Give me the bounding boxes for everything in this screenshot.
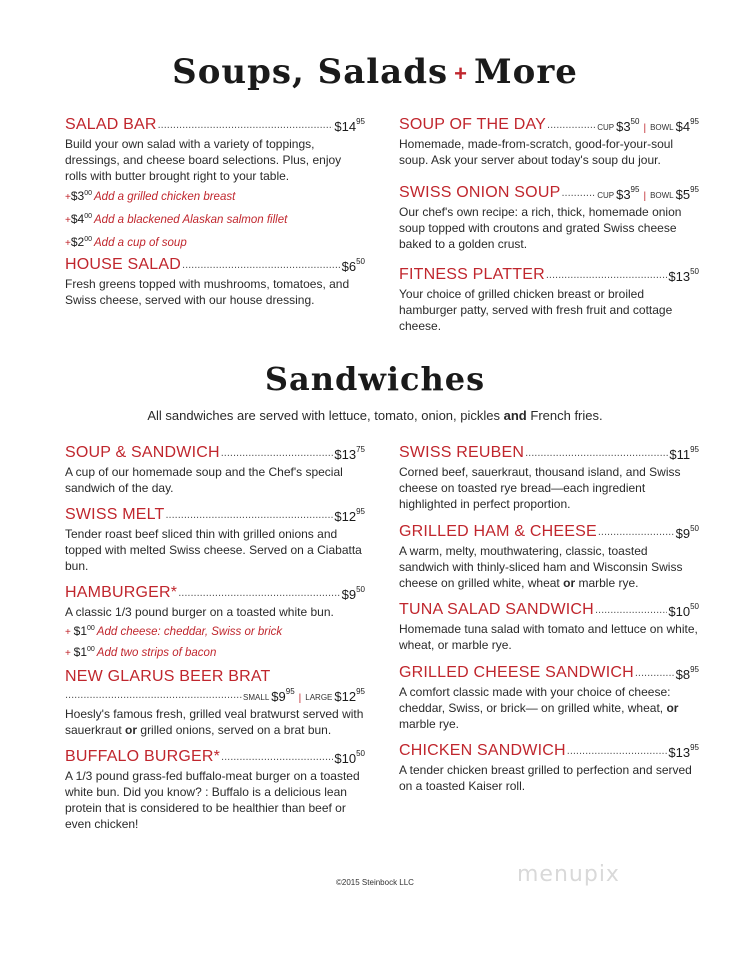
sandwiches-intro: All sandwiches are served with lettuce, tomato, onion, pickles and French fries.: [147, 408, 603, 423]
leader-dots: [166, 510, 334, 521]
leader-dots: [547, 120, 596, 131]
section-title-amp: +: [454, 61, 468, 86]
leader-dots: [598, 527, 675, 538]
leader-dots: [158, 120, 334, 131]
menu-item-chicken-sandwich: [399, 740, 699, 794]
copyright-footer: ©2015 Steinbock LLC: [336, 878, 414, 887]
addon-option: $+\$2^{00}$ Add a cup of soup: [65, 235, 187, 249]
leader-dots: [595, 605, 667, 616]
item-price: $ 14 95: [334, 117, 365, 134]
cup-price: $ 3 50: [616, 117, 640, 134]
menu-item-grilled-cheese: [399, 662, 699, 732]
sandwiches-left-column: [65, 442, 365, 842]
menu-item-hamburger: [65, 582, 365, 662]
leader-dots: [178, 588, 340, 599]
item-name: BUFFALO BURGER*: [65, 748, 221, 765]
item-description: A cup of our homemade soup and the Chef's special sandwich of the day.: [65, 465, 343, 495]
item-description: Fresh greens topped with mushrooms, tomatoes, and Swiss cheese, served with our house dressing.: [65, 277, 350, 307]
item-price: $ 13 75: [334, 445, 365, 462]
item-name: FITNESS PLATTER: [399, 266, 545, 283]
large-price: $ 12 95: [334, 687, 365, 704]
item-description: Homemade tuna salad with tomato and lettuce on white, wheat, or marble rye.: [399, 622, 698, 652]
addon-option: + $\$1^{00}$ Add two strips of bacon: [65, 645, 217, 659]
item-name: NEW GLARUS BEER BRAT: [65, 668, 271, 685]
bowl-price: $ 5 95: [675, 185, 699, 202]
item-description: Build your own salad with a variety of toppings, dressings, and cheese board selections. Plus, enjoy rolls with butter brought right to your table.: [65, 137, 342, 183]
menupix-watermark: menupix: [517, 862, 620, 887]
menu-item-grilled-ham: [399, 521, 699, 591]
leader-dots: [525, 448, 668, 459]
item-name: GRILLED HAM & CHEESE: [399, 523, 597, 540]
item-description: A warm, melty, mouthwatering, classic, toasted sandwich with thinly-sliced ham and Wisconsin Swiss cheese on grilled white, wheat or marble rye.: [399, 544, 683, 590]
addon-option: $+\$4^{00}$ Add a blackened Alaskan salmon fillet: [65, 212, 288, 226]
section-title-part1: Soups, Salads: [172, 52, 449, 92]
section-title-sandwiches: Sandwiches: [264, 360, 486, 398]
item-name: SWISS REUBEN: [399, 444, 525, 461]
item-price: $ 13 50: [668, 267, 699, 284]
cup-price: $ 3 95: [616, 185, 640, 202]
menu-item-soup-sandwich: [65, 442, 365, 496]
item-price: $ 9 50: [341, 585, 365, 602]
item-description: A comfort classic made with your choice of cheese: cheddar, Swiss, or brick— on grilled white, wheat, or marble rye.: [399, 685, 679, 731]
item-name: SOUP OF THE DAY: [399, 116, 547, 133]
menu-item-house-salad: [65, 254, 365, 308]
item-description: A 1/3 pound grass-fed buffalo-meat burger on a toasted white bun. Did you know? : Buffalo is a delicious lean protein that is considered to be healthier than beef or even chicken!: [65, 769, 360, 831]
leader-dots: [546, 270, 668, 281]
item-description: Tender roast beef sliced thin with grilled onions and topped with melted Swiss cheese. Served on a Ciabatta bun.: [65, 527, 362, 573]
leader-dots: [182, 260, 341, 271]
leader-dots: [221, 752, 333, 763]
item-name: SWISS MELT: [65, 506, 165, 523]
item-price: $ 10 50: [334, 749, 365, 766]
leader-dots: [65, 690, 242, 701]
item-description: Homemade, made-from-scratch, good-for-your-soul soup. Ask your server about today's soup du jour.: [399, 137, 674, 167]
soups-left-column: [65, 114, 365, 314]
item-name: SALAD BAR: [65, 116, 157, 133]
menu-item-beer-brat: NEW GLARUS BEER BRAT ..... SMALL $ 9 95 | LARGE $ 12 95 Hoesly's famous fresh, grilled veal bratwurst served with sauerkraut or grilled onions, served on a brat bun.: [65, 666, 365, 738]
item-name: TUNA SALAD SANDWICH: [399, 601, 594, 618]
sandwiches-right-column: [399, 442, 699, 802]
leader-dots: [561, 188, 596, 199]
item-price: $ 6 50: [341, 257, 365, 274]
menu-item-swiss-onion-soup: SWISS ONION SOUP ..... CUP $ 3 95 | BOWL $ 5 95 Our chef's own recipe: a rich, thick, homemade onion soup topped with croutons and grated Swiss cheese baked to a golden crust.: [399, 182, 699, 252]
item-description: Corned beef, sauerkraut, thousand island, and Swiss cheese on toasted rye bread—each ingredient highlighted in perfect proportion.: [399, 465, 681, 511]
menu-item-swiss-melt: [65, 504, 365, 574]
item-price: $ 13 95: [668, 743, 699, 760]
leader-dots: [635, 668, 675, 679]
menu-item-fitness-platter: [399, 264, 699, 334]
small-price: $ 9 95: [271, 687, 295, 704]
item-description: Hoesly's famous fresh, grilled veal bratwurst served with sauerkraut or grilled onions, served on a brat bun.: [65, 707, 364, 737]
item-name: CHICKEN SANDWICH: [399, 742, 566, 759]
item-name: HOUSE SALAD: [65, 256, 182, 273]
item-price: $ 10 50: [668, 602, 699, 619]
section-title-soups: [0, 52, 750, 92]
item-name: GRILLED CHEESE SANDWICH: [399, 664, 634, 681]
section-title-part2: More: [474, 52, 578, 92]
item-description: A tender chicken breast grilled to perfection and served on a toasted Kaiser roll.: [399, 763, 692, 793]
menu-item-salad-bar: [65, 114, 365, 253]
menu-item-soup-of-the-day: SOUP OF THE DAY ..... CUP $ 3 50 | BOWL $ 4 95 Homemade, made-from-scratch, good-for-your-soul soup. Ask your server about today's soup du jour.: [399, 114, 699, 168]
item-name: SOUP & SANDWICH: [65, 444, 220, 461]
item-price: $ 12 95: [334, 507, 365, 524]
leader-dots: [567, 746, 668, 757]
item-name: SWISS ONION SOUP: [399, 184, 561, 201]
item-description: Our chef's own recipe: a rich, thick, homemade onion soup topped with croutons and grated Swiss cheese baked to a golden crust.: [399, 205, 682, 251]
item-price: $ 8 95: [675, 665, 699, 682]
bowl-price: $ 4 95: [675, 117, 699, 134]
leader-dots: [221, 448, 334, 459]
item-price: $ 9 50: [675, 524, 699, 541]
item-description: Your choice of grilled chicken breast or broiled hamburger patty, served with fresh fruit and cottage cheese.: [399, 287, 673, 333]
soups-right-column: [399, 114, 699, 334]
item-description: A classic 1/3 pound burger on a toasted white bun.: [65, 605, 334, 619]
menu-item-tuna-salad: [399, 599, 699, 653]
item-name: HAMBURGER*: [65, 584, 178, 601]
addon-option: + $\$1^{00}$ Add cheese: cheddar, Swiss or brick: [65, 624, 283, 638]
menu-item-swiss-reuben: [399, 442, 699, 512]
addon-option: $+\$3^{00}$ Add a grilled chicken breast: [65, 189, 236, 203]
item-price: $ 11 95: [669, 445, 699, 462]
menu-item-buffalo-burger: [65, 746, 365, 832]
